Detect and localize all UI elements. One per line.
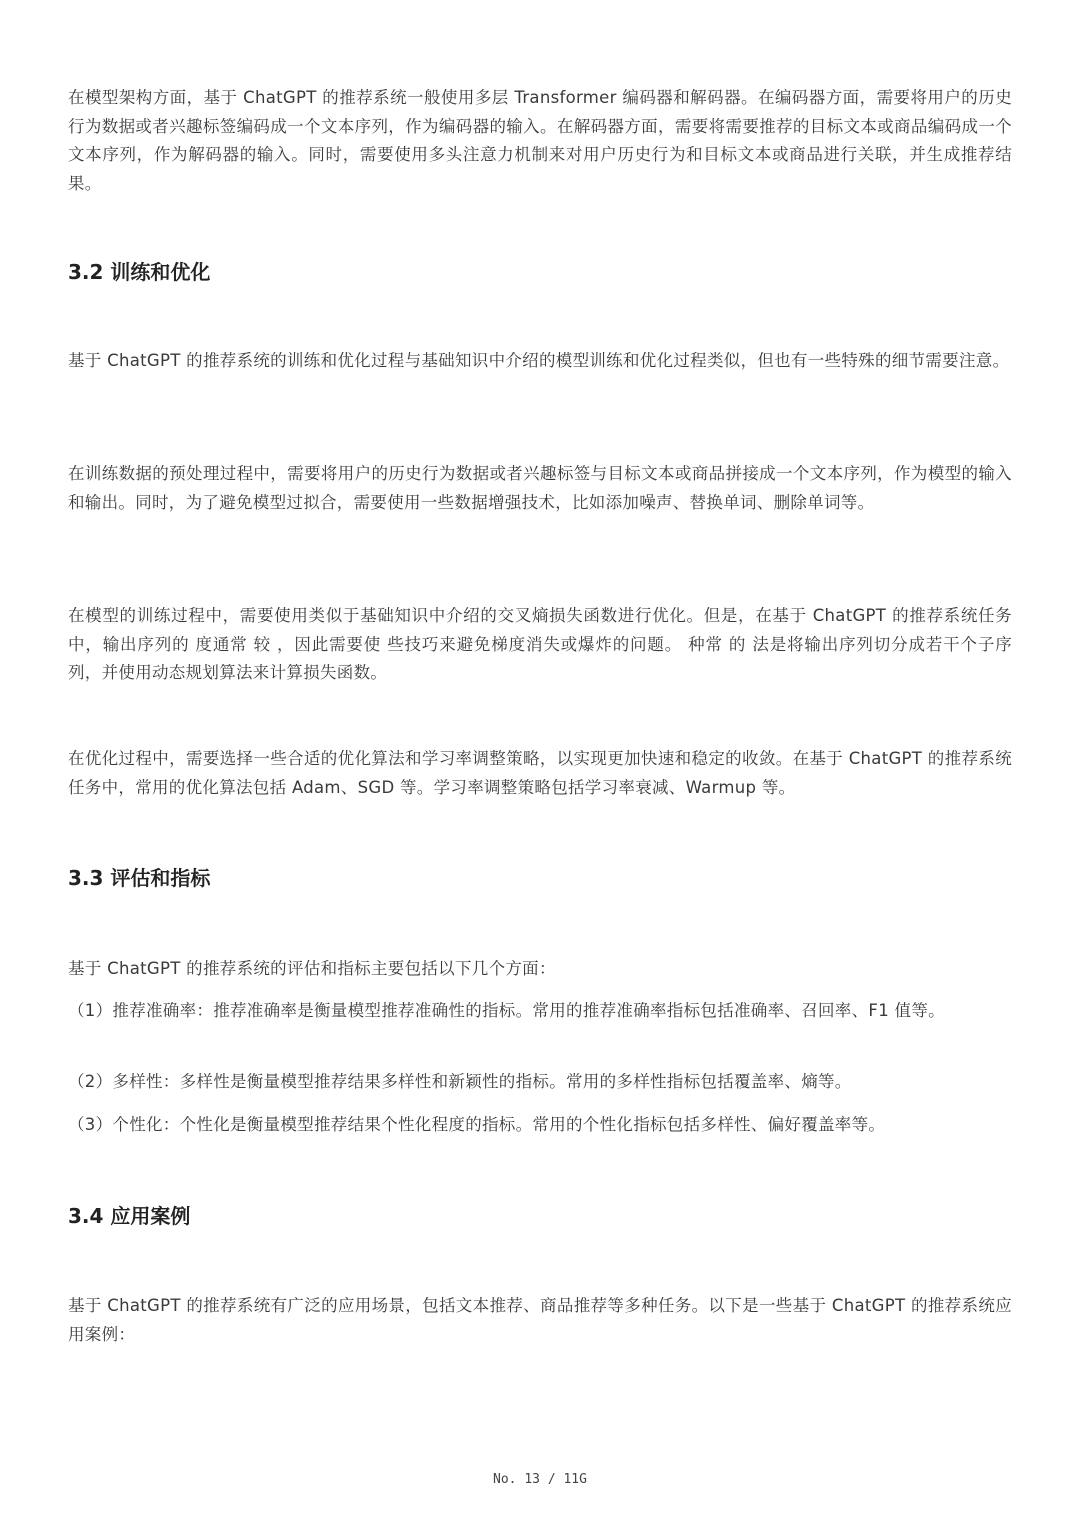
section-3-2-para-d-block xyxy=(68,745,1012,802)
paragraph-3-4-a: 基于 ChatGPT 的推荐系统有广泛的应用场景，包括文本推荐、商品推荐等多种任务。以下是一些基于 ChatGPT 的推荐系统应用案例： xyxy=(68,1296,1012,1344)
list-item-3-block xyxy=(68,1111,1012,1140)
section-3-3-para-a-block xyxy=(68,955,1012,984)
section-3-2-para-a-block xyxy=(68,347,1012,376)
intro-paragraph-block xyxy=(68,84,1012,198)
section-heading-3-4: 3.4 应用案例 xyxy=(68,1204,191,1228)
paragraph-3-2-d: 在优化过程中，需要选择一些合适的优化算法和学习率调整策略，以实现更加快速和稳定的收敛。在基于 ChatGPT 的推荐系统任务中，常用的优化算法包括 Adam、SGD 等。学习率调整策略包括学习率衰减、Warmup 等。 xyxy=(68,749,1012,797)
paragraph-3-3-a: 基于 ChatGPT 的推荐系统的评估和指标主要包括以下几个方面： xyxy=(68,959,556,978)
page-number-footer: No. 13 / 11G xyxy=(493,1472,587,1487)
section-3-4-para-a-block xyxy=(68,1292,1012,1349)
list-item-2: （2）多样性：多样性是衡量模型推荐结果多样性和新颖性的指标。常用的多样性指标包括覆盖率、熵等。 xyxy=(68,1072,852,1091)
section-3-2-heading-block xyxy=(68,257,1012,287)
section-heading-3-2: 3.2 训练和优化 xyxy=(68,260,211,284)
section-3-4-heading-block xyxy=(68,1201,1012,1231)
list-item-1: （1）推荐准确率：推荐准确率是衡量模型推荐准确性的指标。常用的推荐准确率指标包括准确率、召回率、F1 值等。 xyxy=(68,1001,945,1020)
intro-paragraph: 在模型架构方面，基于 ChatGPT 的推荐系统一般使用多层 Transformer 编码器和解码器。在编码器方面，需要将用户的历史行为数据或者兴趣标签编码成一个文本序列，作为编码器的输入。在解码器方面，需要将需要推荐的目标文本或商品编码成一个文本序列，作为解码器的输入。同时，需要使用多头注意力机制来对用户历史行为和目标文本或商品进行关联，并生成推荐结果。 xyxy=(68,88,1012,193)
paragraph-3-2-c: 在模型的训练过程中，需要使用类似于基础知识中介绍的交叉熵损失函数进行优化。但是，在基于 ChatGPT 的推荐系统任务中，输出序列的 度通常 较 ，因此需要使 些技巧来避免梯度消失或爆炸的问题。 种常 的 法是将输出序列切分成若干个子序列，并使用动态规划算法来计算损失函数。 xyxy=(68,606,1012,682)
list-item-3: （3）个性化：个性化是衡量模型推荐结果个性化程度的指标。常用的个性化指标包括多样性、偏好覆盖率等。 xyxy=(68,1115,886,1134)
list-item-2-block xyxy=(68,1068,1012,1097)
list-item-1-block xyxy=(68,997,1012,1026)
section-3-3-heading-block xyxy=(68,863,1012,893)
paragraph-3-2-b: 在训练数据的预处理过程中，需要将用户的历史行为数据或者兴趣标签与目标文本或商品拼接成一个文本序列，作为模型的输入和输出。同时，为了避免模型过拟合，需要使用一些数据增强技术，比如添加噪声、替换单词、删除单词等。 xyxy=(68,464,1012,512)
section-3-2-para-b-block xyxy=(68,460,1012,517)
section-3-2-para-c-block xyxy=(68,602,1012,688)
section-heading-3-3: 3.3 评估和指标 xyxy=(68,866,211,890)
paragraph-3-2-a: 基于 ChatGPT 的推荐系统的训练和优化过程与基础知识中介绍的模型训练和优化过程类似，但也有一些特殊的细节需要注意。 xyxy=(68,351,1010,370)
